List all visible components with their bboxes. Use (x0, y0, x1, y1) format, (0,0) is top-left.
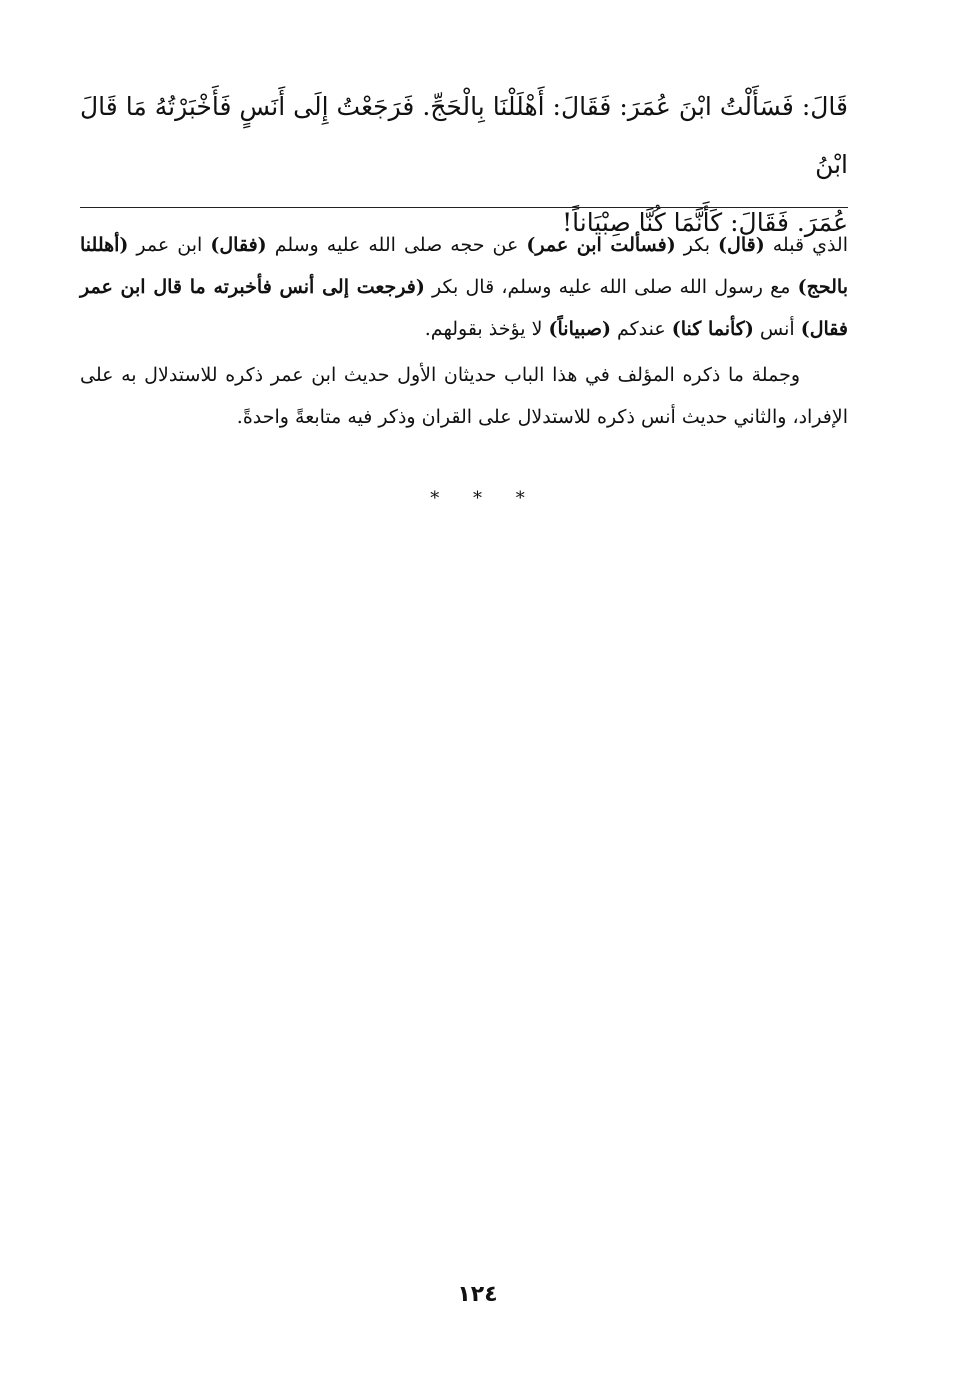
quoted-phrase: (فقال) (210, 234, 267, 256)
footnote-divider (80, 207, 848, 208)
quoted-phrase: (فسألت ابن عمر) (526, 234, 676, 256)
quoted-phrase: (صبياناً) (548, 318, 611, 340)
commentary-text: ابن عمر (128, 234, 211, 256)
section-separator (0, 488, 955, 509)
asterisk-ornament: * (515, 488, 525, 509)
commentary-text: عن حجه صلى الله عليه وسلم (266, 234, 527, 256)
commentary-text: الذي قبله (764, 234, 848, 256)
commentary (80, 224, 848, 438)
asterisk-ornament: * (473, 488, 482, 509)
hadith-line-1: قَالَ: فَسَأَلْتُ ابْنَ عُمَرَ: فَقَالَ: أَهْلَلْنَا بِالْحَجِّ. فَرَجَعْتُ إِلَى أَنَسٍ فَأَخْبَرْتُهُ مَا قَالَ ابْنُ (80, 92, 848, 179)
commentary-paragraph-1 (80, 224, 848, 350)
asterisk-ornament: * (430, 488, 440, 509)
hadith-line-2: عُمَرَ. فَقَالَ: كَأَنَّمَا كُنَّا صِبْيَاناً! (562, 208, 848, 237)
quoted-phrase: (فرجعت إلى أنس فأخبرته ما قال ابن عمر فقال) (80, 276, 848, 340)
quoted-phrase: (كأنما كنا) (671, 318, 754, 340)
commentary-text: مع رسول الله صلى الله عليه وسلم، قال بكر (424, 276, 798, 298)
commentary-text: لا يؤخذ بقولهم. (424, 318, 549, 340)
commentary-paragraph-2: وجملة ما ذكره المؤلف في هذا الباب حديثان الأول حديث ابن عمر ذكره للاستدلال به على الإفراد، والثاني حديث أنس ذكره للاستدلال على القران وذكر فيه متابعةً واحدةً. (80, 364, 848, 428)
commentary-text: عندكم (610, 318, 672, 340)
commentary-text: بكر (675, 234, 719, 256)
quoted-phrase: (قال) (718, 234, 765, 256)
page-number: ١٢٤ (457, 1282, 498, 1307)
commentary-text: أنس (753, 318, 801, 340)
quoted-phrase: (أهللنا بالحج) (80, 234, 848, 298)
